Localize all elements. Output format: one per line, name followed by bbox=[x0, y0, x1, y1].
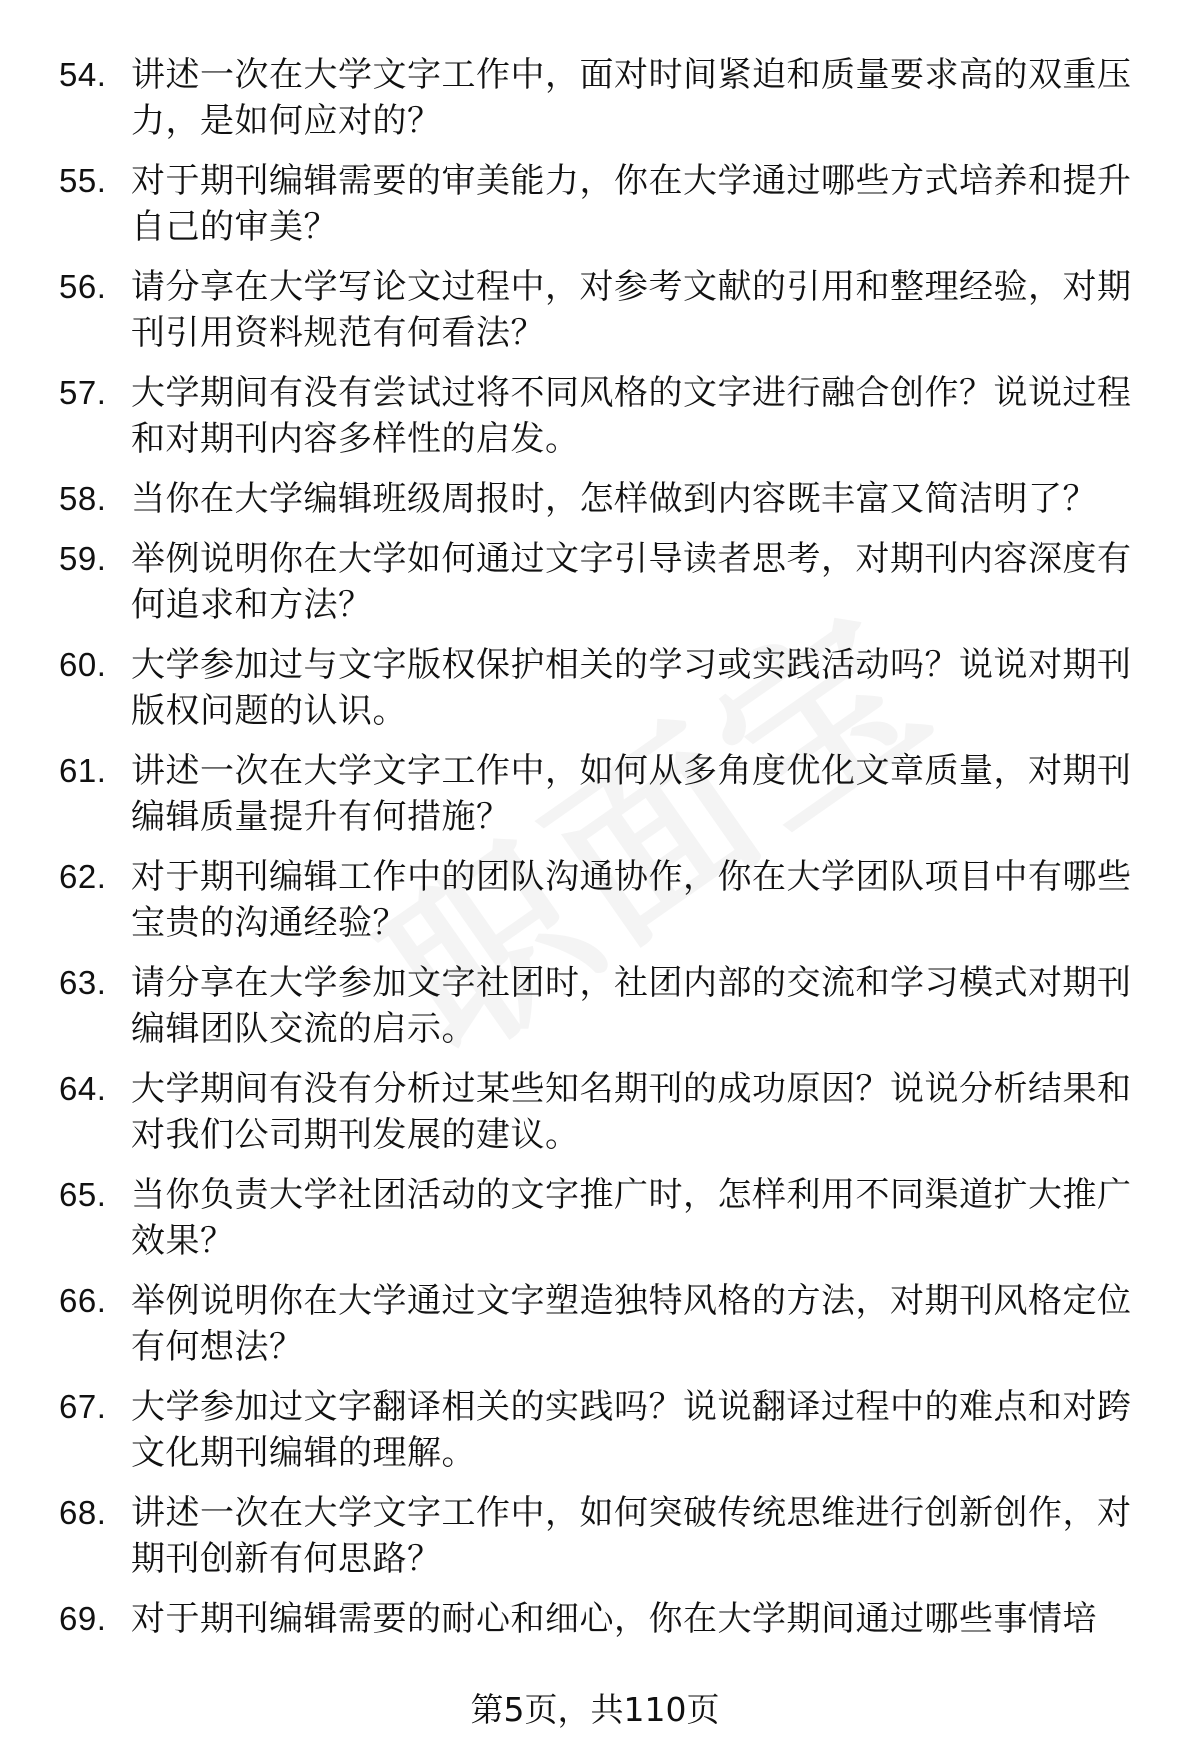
question-text: 请分享在大学写论文过程中，对参考文献的引用和整理经验，对期刊引用资料规范有何看法？ bbox=[131, 267, 1132, 353]
question-text: 讲述一次在大学文字工作中，如何突破传统思维进行创新创作，对期刊创新有何思路？ bbox=[131, 1493, 1132, 1579]
question-text: 对于期刊编辑需要的审美能力，你在大学通过哪些方式培养和提升自己的审美？ bbox=[131, 161, 1132, 247]
question-text: 大学期间有没有尝试过将不同风格的文字进行融合创作？说说过程和对期刊内容多样性的启发。 bbox=[131, 373, 1132, 459]
page-footer: 第5页，共110页 bbox=[470, 1690, 720, 1729]
question-item bbox=[0, 1278, 1190, 1370]
question-item bbox=[0, 536, 1190, 628]
question-number: 59. bbox=[59, 540, 107, 577]
question-item bbox=[0, 264, 1190, 356]
question-text: 当你负责大学社团活动的文字推广时，怎样利用不同渠道扩大推广效果？ bbox=[131, 1175, 1132, 1261]
question-number: 65. bbox=[59, 1176, 107, 1213]
question-number: 60. bbox=[59, 646, 107, 683]
question-list bbox=[0, 52, 1190, 1656]
question-number: 61. bbox=[59, 752, 107, 789]
question-item bbox=[0, 1172, 1190, 1264]
question-text: 当你在大学编辑班级周报时，怎样做到内容既丰富又简洁明了？ bbox=[131, 479, 1097, 519]
question-text: 讲述一次在大学文字工作中，面对时间紧迫和质量要求高的双重压力，是如何应对的？ bbox=[131, 55, 1132, 141]
question-text: 大学参加过与文字版权保护相关的学习或实践活动吗？说说对期刊版权问题的认识。 bbox=[131, 645, 1132, 731]
question-text: 大学参加过文字翻译相关的实践吗？说说翻译过程中的难点和对跨文化期刊编辑的理解。 bbox=[131, 1387, 1132, 1473]
question-text: 请分享在大学参加文字社团时，社团内部的交流和学习模式对期刊编辑团队交流的启示。 bbox=[131, 963, 1132, 1049]
question-item bbox=[0, 854, 1190, 946]
question-number: 54. bbox=[59, 56, 107, 93]
question-text: 对于期刊编辑工作中的团队沟通协作，你在大学团队项目中有哪些宝贵的沟通经验？ bbox=[131, 857, 1132, 943]
question-item bbox=[0, 960, 1190, 1052]
question-number: 58. bbox=[59, 480, 107, 517]
question-number: 57. bbox=[59, 374, 107, 411]
question-item bbox=[0, 1490, 1190, 1582]
question-item bbox=[0, 1384, 1190, 1476]
question-text: 讲述一次在大学文字工作中，如何从多角度优化文章质量，对期刊编辑质量提升有何措施？ bbox=[131, 751, 1132, 837]
question-number: 64. bbox=[59, 1070, 107, 1107]
question-number: 56. bbox=[59, 268, 107, 305]
question-number: 69. bbox=[59, 1600, 107, 1637]
question-number: 63. bbox=[59, 964, 107, 1001]
question-number: 66. bbox=[59, 1282, 107, 1319]
question-number: 67. bbox=[59, 1388, 107, 1425]
question-text: 对于期刊编辑需要的耐心和细心，你在大学期间通过哪些事情培 bbox=[131, 1599, 1097, 1639]
question-number: 68. bbox=[59, 1494, 107, 1531]
question-text: 大学期间有没有分析过某些知名期刊的成功原因？说说分析结果和对我们公司期刊发展的建议。 bbox=[131, 1069, 1132, 1155]
question-item bbox=[0, 158, 1190, 250]
question-item bbox=[0, 642, 1190, 734]
question-number: 62. bbox=[59, 858, 107, 895]
question-item bbox=[0, 52, 1190, 144]
question-item bbox=[0, 1596, 1190, 1642]
question-item bbox=[0, 1066, 1190, 1158]
question-item bbox=[0, 370, 1190, 462]
question-item bbox=[0, 748, 1190, 840]
question-item bbox=[0, 476, 1190, 522]
question-number: 55. bbox=[59, 162, 107, 199]
question-text: 举例说明你在大学如何通过文字引导读者思考，对期刊内容深度有何追求和方法？ bbox=[131, 539, 1132, 625]
question-text: 举例说明你在大学通过文字塑造独特风格的方法，对期刊风格定位有何想法？ bbox=[131, 1281, 1132, 1367]
